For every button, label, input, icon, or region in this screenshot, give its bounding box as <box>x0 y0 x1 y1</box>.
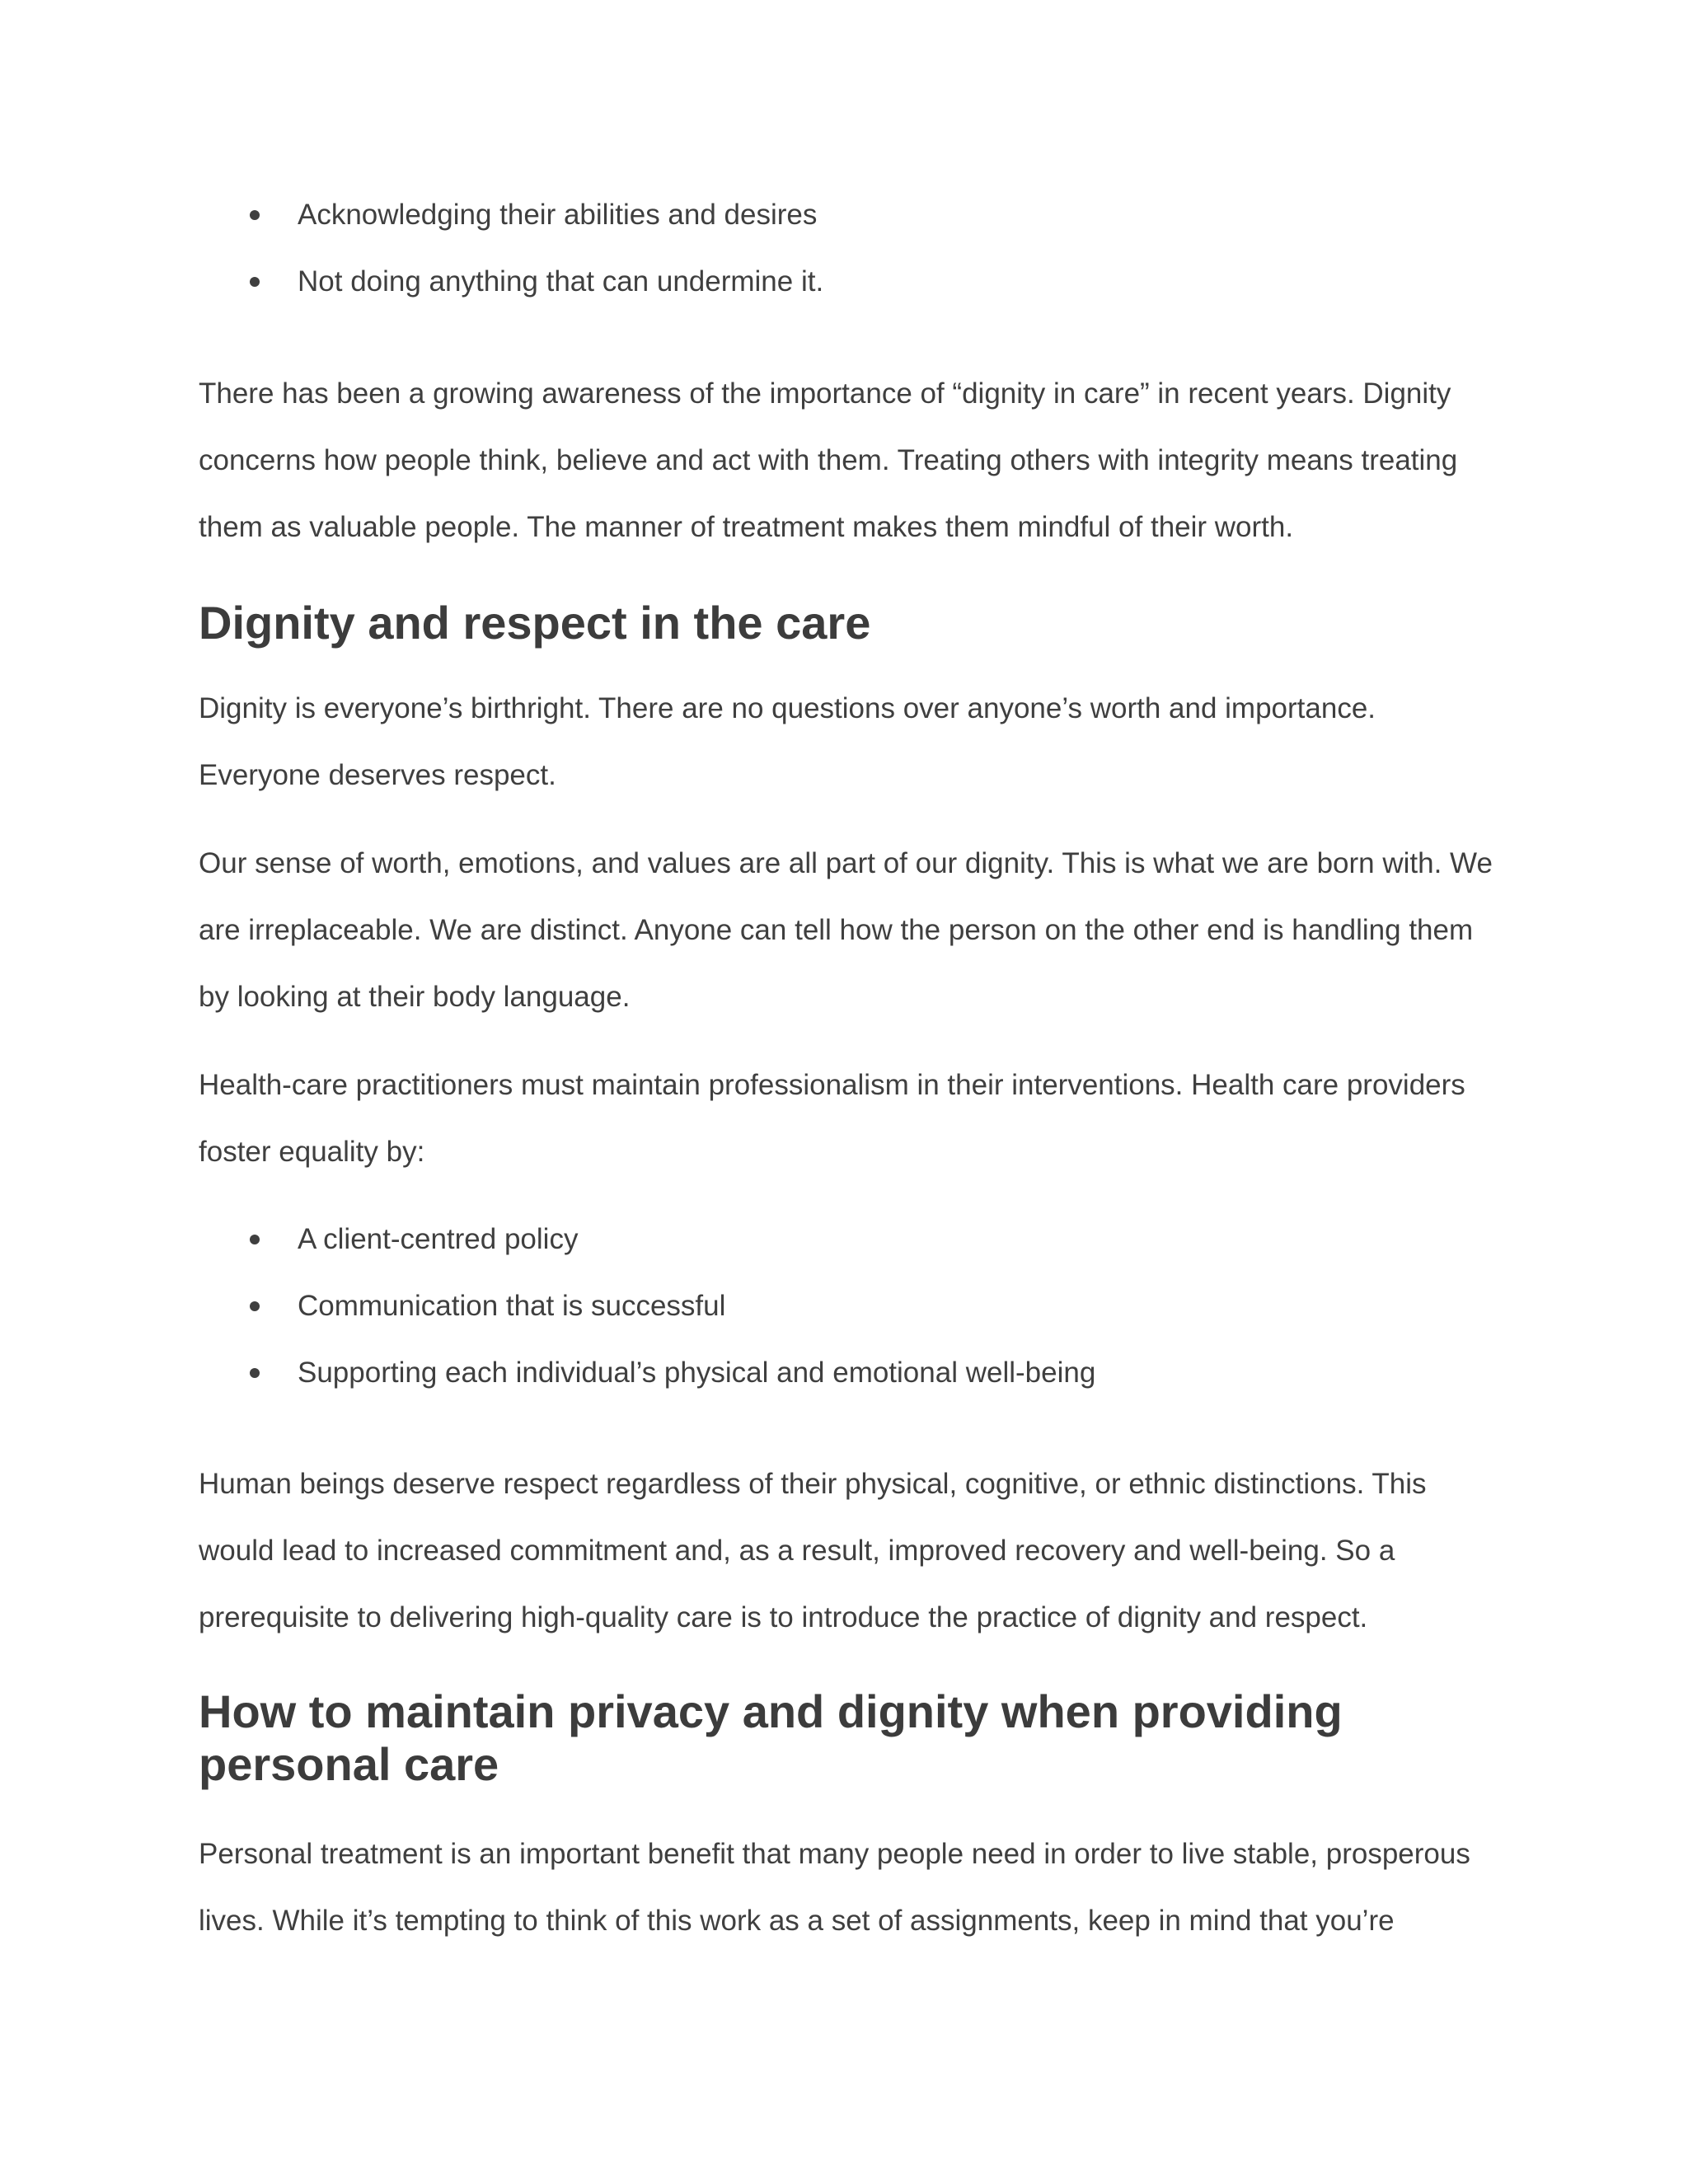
list-item-text: A client-centred policy <box>298 1223 579 1255</box>
bullet-icon <box>250 1235 260 1244</box>
bullet-icon <box>250 1301 260 1311</box>
paragraph-human-beings: Human beings deserve respect regardless of their physical, cognitive, or ethnic distinctions. This would lead to increased commitment and, as a result, improved recovery and well-being. So a prerequisite to delivering high-quality care is to introduce the practice of dignity and respect. <box>199 1468 1427 1633</box>
list-item <box>199 1206 1095 1272</box>
paragraph-sense-of-worth: Our sense of worth, emotions, and values are all part of our dignity. This is what we are born with. We are irreplaceable. We are distinct. Anyone can tell how the person on the other end is handling them by looking at their body language. <box>199 847 1493 1013</box>
list-item <box>199 1339 1095 1406</box>
list-item <box>199 248 823 315</box>
bullet-list-dignity-actions <box>199 181 823 315</box>
paragraph-birthright: Dignity is everyone’s birthright. There are no questions over anyone’s worth and importance. Everyone deserves respect. <box>199 692 1376 791</box>
list-item <box>199 181 823 248</box>
list-item-text: Not doing anything that can undermine it. <box>298 265 824 298</box>
list-item-text: Communication that is successful <box>298 1290 726 1322</box>
bullet-icon <box>250 277 260 287</box>
paragraph-dignity-awareness: There has been a growing awareness of the importance of “dignity in care” in recent years. Dignity concerns how people think, believe and act with them. Treating others with integrity means treating them as valuable people. The manner of treatment makes them mindful of their worth. <box>199 377 1458 543</box>
heading-privacy-dignity: How to maintain privacy and dignity when providing personal care <box>199 1685 1343 1790</box>
list-item-text: Acknowledging their abilities and desires <box>298 199 818 231</box>
bullet-list-equality <box>199 1206 1095 1406</box>
paragraph-practitioners: Health-care practitioners must maintain professionalism in their interventions. Health care providers foster equality by: <box>199 1069 1465 1168</box>
heading-dignity-respect: Dignity and respect in the care <box>199 597 871 649</box>
list-item <box>199 1272 1095 1339</box>
paragraph-personal-treatment: Personal treatment is an important benefit that many people need in order to live stable, prosperous lives. While it’s tempting to think of this work as a set of assignments, keep in mind that you’re <box>199 1838 1470 1937</box>
list-item-text: Supporting each individual’s physical and emotional well-being <box>298 1357 1096 1389</box>
bullet-icon <box>250 210 260 220</box>
bullet-icon <box>250 1368 260 1378</box>
